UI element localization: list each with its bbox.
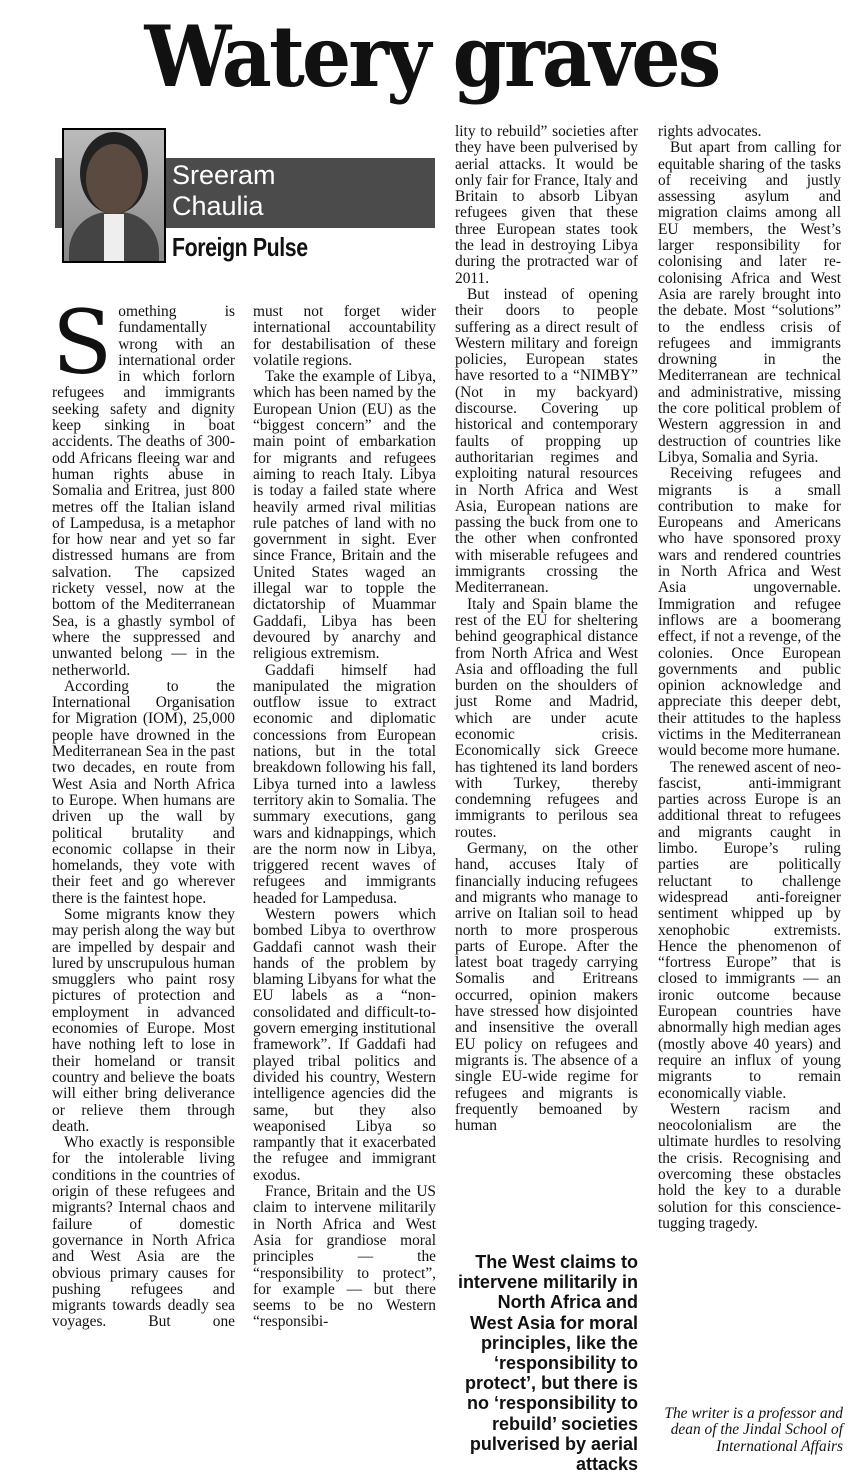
paragraph: rights advocates. <box>658 123 762 140</box>
paragraph: But apart from calling for equitable sharing of the tasks of receiving and justly assessing asylum and migration claims among all EU members, the West’s larger responsibility for colonising and later re-colonising Africa and West Asia are rarely brought into the debate. Most “solutions” to the endless crisis of refugees and immigrants drowning in the Mediterranean are technical and administrative, missing the core political problem of Western aggression in and destruction of countries like Libya, Somalia and Syria. <box>658 139 841 466</box>
article-column-4 <box>658 124 841 1232</box>
paragraph: Take the example of Libya, which has been named by the European Union (EU) as the “biggest concern” and the main point of embarkation for migrants and refugees aiming to reach Italy. Libya is today a failed state where heavily armed rival militias rule patches of land with no government in sight. Ever since France, Britain and the United States waged an illegal war to topple the dictatorship of Muammar Gaddafi, Libya has been devoured by anarchy and religious extremism. <box>253 368 436 663</box>
paragraph: must not forget wider international accountability for destabilisation of these volatile regions. <box>253 303 436 369</box>
paragraph: The renewed ascent of neo-fascist, anti-immigrant parties across Europe is an additional threat to refugees and migrants caught in limbo. Europe’s ruling parties are politically reluctant to challenge widespread anti-foreigner sentiment whipped up by xenophobic extremists. Hence the phenomenon of “fortress Europe” that is closed to immigrants — an ironic outcome because European countries have abnormally high median ages (mostly above 40 years) and require an influx of young migrants to remain economically viable. <box>658 758 841 1102</box>
article-column-3 <box>455 124 638 1134</box>
paragraph: Receiving refugees and migrants is a small contribution to make for Europeans and Americans who have sponsored proxy wars and rendered countries in North Africa and West Asia ungovernable. Immigration and refugee inflows are a boomerang effect, if not a revenge, of the colonies. Once European governments and public opinion acknowledge and appreciate this deeper debt, their attitudes to the hapless victims in the Mediterranean would become more humane. <box>658 465 841 760</box>
paragraph: lity to rebuild” societies after they have been pulverised by aerial attacks. It would be only fair for France, Italy and Britain to absorb Libyan refugees given that these three European states took the lead in destroying Libya during the protracted war of 2011. <box>455 123 638 287</box>
author-last-name: Chaulia <box>172 191 264 221</box>
paragraph: Germany, on the other hand, accuses Italy of financially inducing refugees and migrants who manage to arrive on Italian soil to head north to more prosperous parts of Europe. After the latest boat tragedy carrying Somalis and Eritreans occurred, opinion makers have stressed how disjointed and insensitive the overall EU policy on refugees and migrants is. The absence of a single EU-wide regime for refugees and migrants is frequently bemoaned by human <box>455 840 638 1135</box>
paragraph: Italy and Spain blame the rest of the EU for sheltering behind geographical distance from North Africa and West Asia and offloading the full burden on the shoulders of just Rome and Madrid, which are under acute economic crisis. Economically sick Greece has tightened its land borders with Turkey, thereby condemning refugees and immigrants to perilous sea routes. <box>455 595 638 841</box>
paragraph: But instead of opening their doors to people suffering as a direct result of Western military and foreign policies, European states have resorted to a “NIMBY” (Not in my backyard) discourse. Covering up historical and contemporary faults of propping up authoritarian regimes and exploiting natural resources in North Africa and West Asia, European nations are passing the buck from one to the other when confronted with miserable refugees and immigrants crossing the Mediterranean. <box>455 285 638 597</box>
author-first-name: Sreeram <box>172 160 276 190</box>
column-series-title: Foreign Pulse <box>172 232 308 262</box>
paragraph: omething is fundamentally wrong with an international order in which forlorn refugees and immigrants seeking safety and dignity keep sinking in boat accidents. The deaths of 300-odd Africans fleeing war and human rights abuse in Somalia and Eritrea, just 800 metres off the Italian island of Lampedusa, is a metaphor for how near and yet so far distressed humans are from salvation. The capsized rickety vessel, now at the bottom of the Mediterranean Sea, is a ghastly symbol of where the suppressed and unwanted belong — in the netherworld. <box>52 303 235 679</box>
article-column-1 <box>52 291 235 1331</box>
article-column-2 <box>253 304 436 1331</box>
paragraph: According to the International Organisation for Migration (IOM), 25,000 people have drowned in the Mediterranean Sea in the past two decades, en route from West Asia and North Africa to Europe. When humans are driven up the wall by political brutality and economic collapse in their homelands, they vote with their feet and go wherever there is the faintest hope. <box>52 677 235 907</box>
author-name <box>172 160 276 222</box>
paragraph: France, Britain and the US claim to intervene militarily in North Africa and West Asia for grandiose moral principles — the “responsibility to protect”, for example — but there seems to be no Western “responsibi- <box>253 1183 436 1331</box>
paragraph: Some migrants know they may perish along the way but are impelled by despair and lured by unscrupulous human smugglers who paint rosy pictures of protection and employment in advanced economies of Europe. Most have nothing left to lose in their homeland or transit country and believe the boats will either bring deliverance or relieve them through death. <box>52 905 235 1135</box>
paragraph: Western racism and neocolonialism are the ultimate hurdles to resolving the crisis. Recognising and overcoming these obstacles hold the key to a durable solution for this conscience-tugging tragedy. <box>658 1100 841 1232</box>
paragraph: Who exactly is responsible for the intolerable living conditions in the countries of origin of these refugees and migrants? Internal chaos and failure of domestic governance in North Africa and West Asia are the obvious primary causes for pushing refugees and migrants towards deadly sea voyages. But one <box>52 1134 235 1331</box>
author-photo <box>62 128 166 263</box>
pull-quote: The West claims to intervene militarily in North Africa and West Asia for moral principles, like the ‘responsibility to protect’, but there is no ‘responsibility to rebuild’ societies pulverised by aerial attacks <box>457 1252 638 1475</box>
drop-cap: S <box>52 291 113 394</box>
headline: Watery graves <box>144 7 719 106</box>
paragraph: Western powers which bombed Libya to overthrow Gaddafi cannot wash their hands of the problem by blaming Libyans for what the EU labels as a “non-consolidated and difficult-to-govern emerging institutional framework”. If Gaddafi had played tribal politics and divided his country, Western intelligence agencies did the same, but they also weaponised Libya so rampantly that it exacerbated the refugee and immigrant exodus. <box>253 905 436 1184</box>
author-note: The writer is a professor and dean of the Jindal School of International Affairs <box>664 1405 843 1455</box>
paragraph: Gaddafi himself had manipulated the migration outflow issue to extract economic and diplomatic concessions from European nations, but in the total breakdown following his fall, Libya turned into a lawless territory akin to Somalia. The summary executions, gang wars and kidnappings, which are the norm now in Libya, triggered recent waves of refugees and immigrants headed for Lampedusa. <box>253 661 436 907</box>
